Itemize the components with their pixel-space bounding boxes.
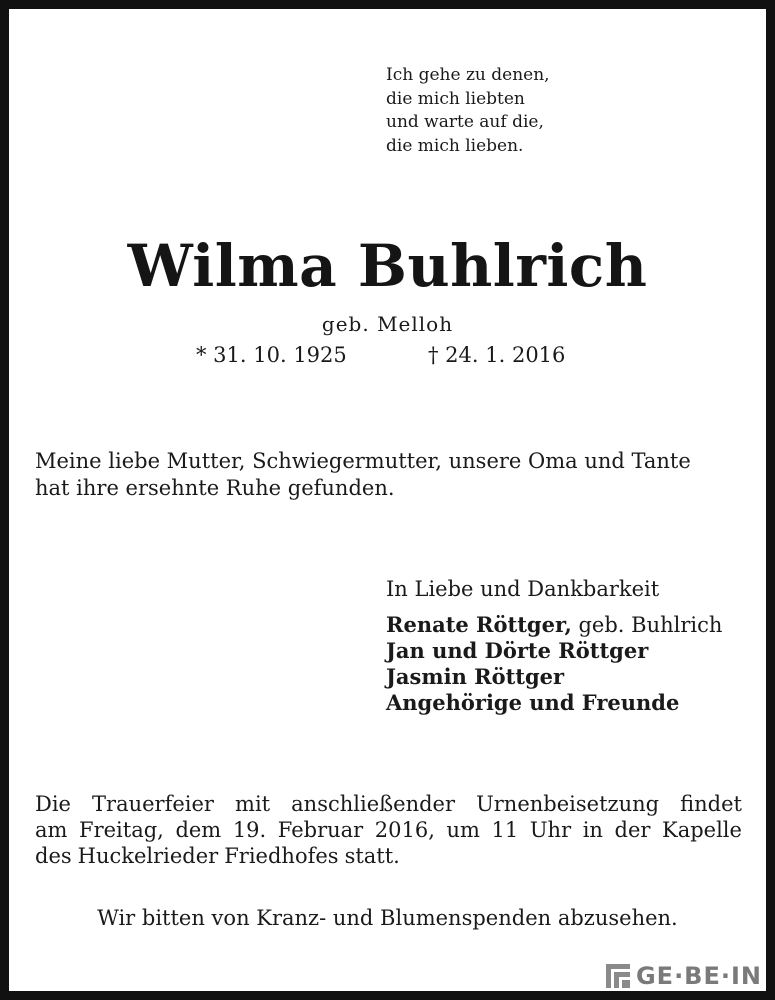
service-word: dem bbox=[175, 818, 222, 842]
publisher-logo bbox=[602, 961, 766, 991]
service-word: mit bbox=[235, 792, 271, 816]
service-word: Kapelle bbox=[662, 818, 742, 842]
poem-line: Ich gehe zu denen, bbox=[386, 65, 550, 85]
service-word: Freitag, bbox=[79, 818, 164, 842]
mourner-name: Renate Röttger, bbox=[386, 612, 572, 637]
service-word: des bbox=[35, 844, 72, 868]
service-word: findet bbox=[680, 792, 742, 816]
service-word: Urnenbeisetzung bbox=[476, 792, 660, 816]
logo-text: GE·BE·IN bbox=[635, 962, 762, 990]
gebein-logo-icon bbox=[606, 964, 630, 988]
poem bbox=[386, 64, 550, 158]
mourner-line bbox=[386, 612, 722, 638]
service-line bbox=[35, 817, 742, 843]
poem-line: und warte auf die, bbox=[386, 112, 544, 132]
service-word: statt. bbox=[344, 844, 400, 868]
deceased-name: Wilma Buhlrich bbox=[127, 232, 648, 300]
birth-name: geb. Melloh bbox=[321, 312, 454, 336]
poem-line: die mich lieben. bbox=[386, 135, 524, 156]
service-word: Die bbox=[35, 792, 71, 816]
mourner-note: geb. Buhlrich bbox=[571, 613, 723, 637]
service-word: 11 bbox=[491, 818, 519, 842]
service-word: 2016, bbox=[374, 818, 435, 842]
service-word: Huckelrieder bbox=[77, 844, 219, 868]
birth-date: * 31. 10. 1925 bbox=[196, 343, 347, 367]
service-word: Friedhofes bbox=[224, 844, 339, 868]
mourner-name: Jasmin Röttger bbox=[386, 664, 565, 689]
announcement-line: hat ihre ersehnte Ruhe gefunden. bbox=[35, 476, 395, 500]
donation-request: Wir bitten von Kranz- und Blumenspenden abzusehen. bbox=[97, 906, 678, 930]
mourner-name: Jan und Dörte Röttger bbox=[386, 638, 649, 663]
service-line bbox=[35, 791, 742, 817]
poem-line: die mich liebten bbox=[386, 88, 525, 109]
service-line bbox=[35, 843, 742, 869]
announcement-text bbox=[35, 448, 750, 502]
signoff bbox=[386, 576, 722, 716]
service-word: am bbox=[35, 818, 68, 842]
service-word: um bbox=[446, 818, 480, 842]
funeral-service-text bbox=[35, 791, 742, 869]
service-word: der bbox=[614, 818, 651, 842]
signoff-intro: In Liebe und Dankbarkeit bbox=[386, 577, 660, 601]
death-date: † 24. 1. 2016 bbox=[428, 343, 566, 367]
announcement-line: Meine liebe Mutter, Schwiegermutter, unsere Oma und Tante bbox=[35, 449, 691, 473]
service-word: 19. bbox=[232, 818, 267, 842]
service-word: Februar bbox=[277, 818, 364, 842]
service-word: Trauerfeier bbox=[92, 792, 214, 816]
service-word: anschließender bbox=[291, 792, 456, 816]
service-word: in bbox=[582, 818, 603, 842]
mourner-name: Angehörige und Freunde bbox=[386, 690, 680, 715]
service-word: Uhr bbox=[529, 818, 572, 842]
